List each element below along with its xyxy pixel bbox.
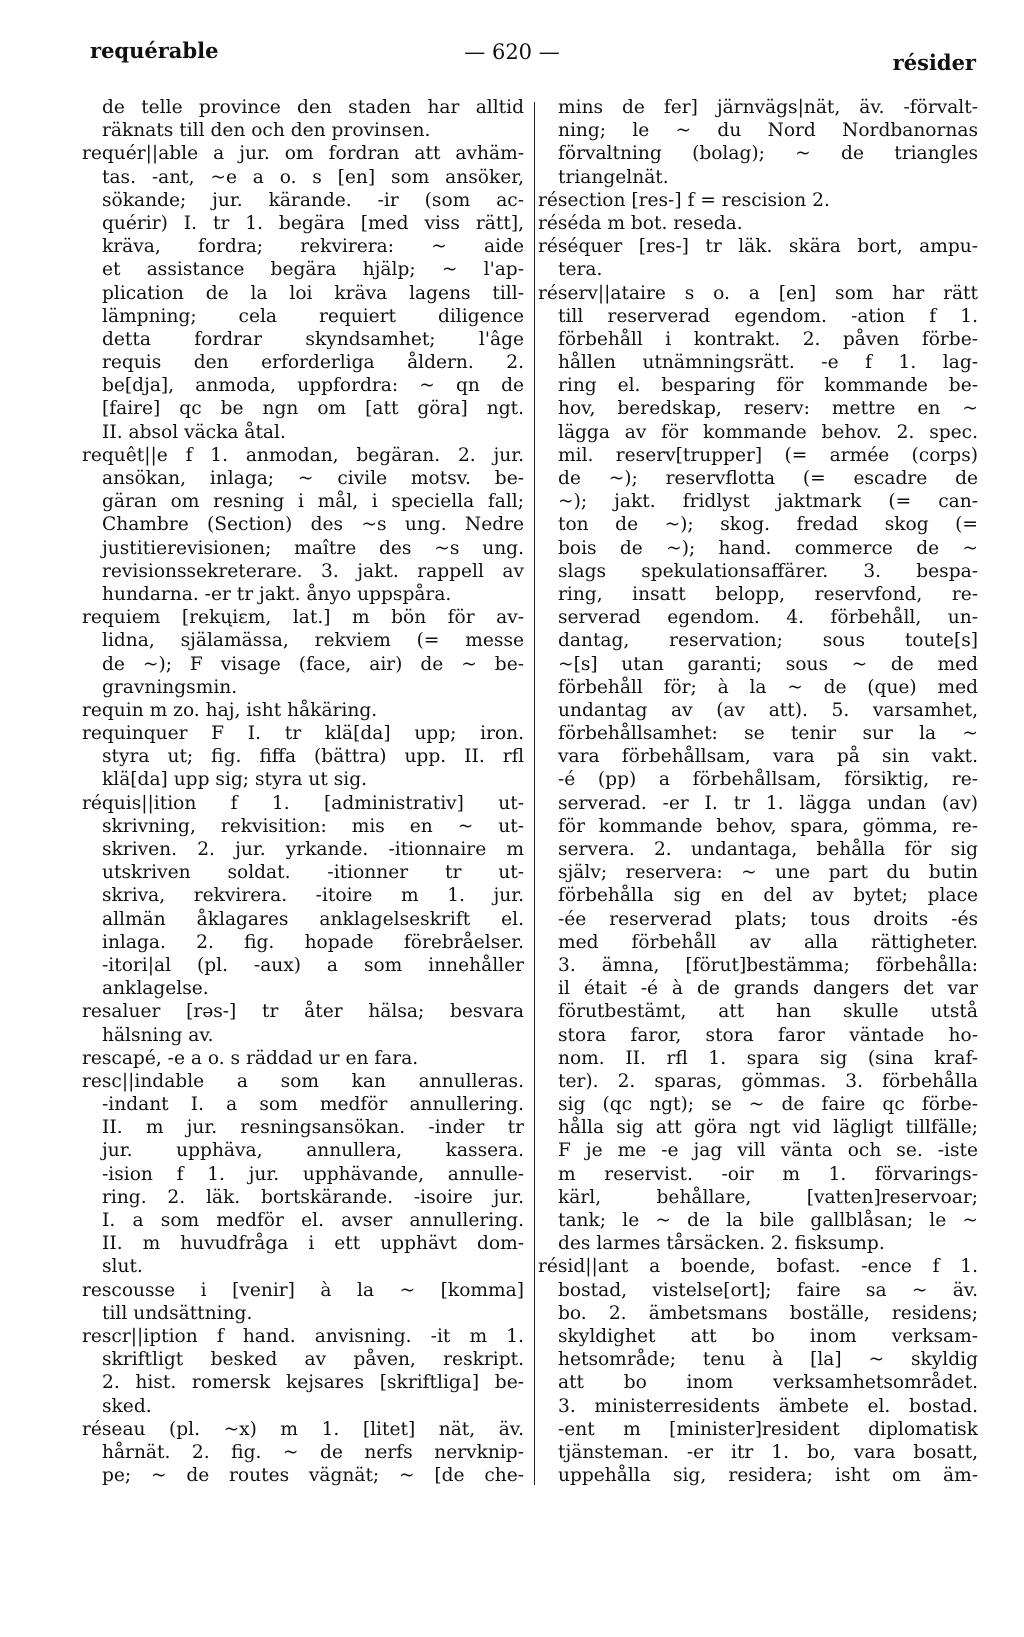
dictionary-line: med förbehåll av alla rättigheter. (558, 931, 978, 953)
dictionary-line: 3. ämna, [förut]bestämma; förbehålla: (558, 954, 978, 976)
dictionary-line: résid||ant a boende, bofast. -ence f 1. (538, 1256, 978, 1278)
dictionary-line: gravningsmin. (102, 676, 238, 698)
dictionary-line: skyldighet att bo inom verksam- (558, 1325, 978, 1347)
dictionary-line: hetsområde; tenu à [la] ~ skyldig (558, 1349, 978, 1371)
header-right-guideword: résider (892, 50, 976, 75)
dictionary-line: de ~); F visage (face, air) de ~ be- (102, 653, 524, 675)
dictionary-line: II. absol väcka åtal. (102, 421, 286, 443)
dictionary-line: stora faror, stora faror väntade ho- (558, 1024, 978, 1046)
dictionary-line: styra ut; fig. fiffa (bättra) upp. II. rfl (102, 746, 524, 768)
dictionary-line: tera. (558, 259, 603, 281)
dictionary-line: dantag, reservation; sous toute[s] (558, 630, 978, 652)
dictionary-line: sig (qc ngt); se ~ de faire qc förbe- (558, 1094, 978, 1116)
dictionary-line: bois de ~); hand. commerce de ~ (558, 537, 978, 559)
dictionary-line: till reserverad egendom. -ation f 1. (558, 305, 978, 327)
dictionary-line: nom. II. rfl 1. spara sig (sina kraf- (558, 1047, 978, 1069)
dictionary-line: ton de ~); skog. fredad skog (= (558, 514, 978, 536)
dictionary-line: anklagelse. (102, 978, 209, 1000)
dictionary-line: be[dja], anmoda, uppfordra: ~ qn de (102, 375, 524, 397)
dictionary-line: -ée reserverad plats; tous droits -és (558, 908, 978, 930)
dictionary-line: ning; le ~ du Nord Nordbanornas (558, 120, 978, 142)
dictionary-line: ~[s] utan garanti; sous ~ de med (558, 653, 978, 675)
dictionary-line: bostad, vistelse[ort]; faire sa ~ äv. (558, 1279, 978, 1301)
dictionary-line: hov, beredskap, reserv: mettre en ~ (558, 398, 978, 420)
dictionary-line: m reservist. -oir m 1. förvarings- (558, 1163, 978, 1185)
dictionary-line: skriven. 2. jur. yrkande. -itionnaire m (102, 839, 524, 860)
dictionary-line: rescousse i [venir] à la ~ [komma] (82, 1279, 524, 1301)
dictionary-line: réséquer [res-] tr läk. skära bort, ampu- (538, 236, 978, 258)
dictionary-line: ring el. besparing för kommande be- (558, 375, 978, 397)
dictionary-line: des larmes tårsäcken. 2. fisksump. (558, 1233, 885, 1255)
column-divider (534, 102, 535, 1485)
dictionary-line: själv; reservera: ~ une part du butin (558, 862, 978, 884)
dictionary-line: lidna, själamässa, rekviem (= messe (102, 630, 524, 652)
dictionary-line: att bo inom verksamhetsområdet. (558, 1372, 978, 1394)
dictionary-line: skrivning, rekvisition: mis en ~ ut- (102, 815, 524, 837)
dictionary-line: ~); jakt. fridlyst jaktmark (= can- (558, 491, 978, 513)
dictionary-line: rescapé, -e a o. s räddad ur en fara. (82, 1047, 419, 1069)
dictionary-line: kärl, behållare, [vatten]reservoar; (558, 1186, 978, 1208)
dictionary-line: gäran om resning i mål, i speciella fall; (102, 491, 524, 513)
dictionary-line: réserv||ataire s o. a [en] som har rätt (538, 282, 978, 304)
dictionary-line: ring. 2. läk. bortskärande. -isoire jur. (102, 1186, 524, 1208)
dictionary-line: slags spekulationsaffärer. 3. bespa- (558, 560, 978, 582)
dictionary-line: uppehålla sig, residera; isht om äm- (558, 1465, 978, 1487)
dictionary-line: förbehålla sig en del av bytet; place (558, 885, 978, 907)
page-header (0, 0, 1024, 90)
dictionary-line: lägga av för kommande behov. 2. spec. (558, 421, 978, 443)
dictionary-line: hundarna. -er tr jakt. ånyo uppspåra. (102, 583, 452, 605)
dictionary-line: triangelnät. (558, 166, 669, 188)
dictionary-line: bo. 2. ämbetsmans boställe, residens; (558, 1302, 978, 1324)
dictionary-line: requinquer F I. tr klä[da] upp; iron. (82, 723, 524, 745)
dictionary-line: tank; le ~ de la bile gallblåsan; le ~ (558, 1210, 978, 1231)
dictionary-line: inlaga. 2. fig. hopade förebråelser. (102, 931, 524, 953)
dictionary-line: mil. reserv[trupper] (= armée (corps) (558, 444, 978, 466)
dictionary-line: tjänsteman. -er itr 1. bo, vara bosatt, (558, 1441, 978, 1463)
dictionary-line: justitierevisionen; maître des ~s ung. (102, 537, 524, 559)
dictionary-line: ter). 2. sparas, gömmas. 3. förbehålla (558, 1070, 978, 1092)
dictionary-line: resaluer [rəs-] tr åter hälsa; besvara (82, 1001, 524, 1023)
dictionary-line: detta fordrar skyndsamhet; l'âge (102, 328, 524, 350)
dictionary-line: II. m huvudfråga i ett upphävt dom- (102, 1233, 524, 1255)
dictionary-line: 2. hist. romersk kejsares [skriftliga] be- (102, 1372, 524, 1394)
dictionary-line: Chambre (Section) des ~s ung. Nedre (102, 514, 524, 536)
dictionary-line: -ent m [minister]resident diplomatisk (558, 1418, 978, 1440)
dictionary-line: ansökan, inlaga; ~ civile motsv. be- (102, 468, 524, 489)
dictionary-line: slut. (102, 1256, 143, 1278)
dictionary-line: -ision f 1. jur. upphävande, annulle- (102, 1163, 524, 1185)
dictionary-line: allmän åklagares anklagelseskrift el. (102, 908, 524, 930)
dictionary-line: plication de la loi kräva lagens till- (102, 282, 524, 304)
dictionary-line: kräva, fordra; rekvirera: ~ aide (102, 236, 524, 258)
dictionary-line: rescr||iption f hand. anvisning. -it m 1. (82, 1325, 524, 1347)
dictionary-line: réséda m bot. reseda. (538, 212, 743, 234)
dictionary-line: réquis||ition f 1. [administrativ] ut- (82, 792, 524, 814)
dictionary-line: réseau (pl. ~x) m 1. [litet] nät, äv. (82, 1418, 524, 1440)
dictionary-line: requér||able a jur. om fordran att avhäm- (82, 143, 524, 165)
dictionary-line: servera. 2. undantaga, behålla för sig (558, 839, 978, 860)
dictionary-line: sökande; jur. kärande. -ir (som ac- (102, 189, 524, 211)
dictionary-line: vara förbehållsam, vara på sin vakt. (558, 746, 978, 768)
dictionary-line: [faire] qc be ngn om [att göra] ngt. (102, 398, 524, 420)
dictionary-line: hålla sig att göra ngt vid lägligt tillfälle; (558, 1117, 978, 1139)
dictionary-line: 3. ministerresidents ämbete el. bostad. (558, 1395, 978, 1417)
dictionary-line: till undsättning. (102, 1302, 253, 1324)
right-column (538, 96, 978, 1487)
dictionary-line: I. a som medför el. avser annullering. (102, 1210, 524, 1231)
dictionary-line: de telle province den staden har alltid (102, 97, 524, 118)
dictionary-line: il était -é à de grands dangers det var (558, 978, 978, 1000)
dictionary-line: requiem [rekųiεm, lat.] m bön för av- (82, 607, 524, 629)
dictionary-line: ring, insatt belopp, reservfond, re- (558, 583, 978, 605)
dictionary-line: hårnät. 2. fig. ~ de nerfs nervknip- (102, 1441, 524, 1463)
dictionary-line: förutbestämt, att han skulle utstå (558, 1001, 978, 1023)
dictionary-line: hälsning av. (102, 1024, 214, 1046)
dictionary-line: F je me -e jag vill vänta och se. -iste (558, 1140, 978, 1162)
dictionary-line: förbehållsamhet: se tenir sur la ~ (558, 723, 978, 745)
dictionary-line: räknats till den och den provinsen. (102, 120, 431, 142)
dictionary-line: -itori|al (pl. -aux) a som innehåller (102, 954, 524, 976)
left-column (82, 96, 524, 1487)
dictionary-line: de ~); reservflotta (= escadre de (558, 468, 978, 489)
dictionary-line: skriva, rekvirera. -itoire m 1. jur. (102, 885, 524, 907)
page-number: — 620 — (464, 40, 560, 64)
dictionary-line: requin m zo. haj, isht håkäring. (82, 699, 378, 721)
dictionary-line: serverad. -er I. tr 1. lägga undan (av) (558, 792, 978, 814)
dictionary-line: requis den erforderliga åldern. 2. (102, 352, 524, 374)
header-left-guideword: requérable (90, 38, 219, 63)
dictionary-line: tas. -ant, ~e a o. s [en] som ansöker, (102, 166, 524, 188)
dictionary-line: résection [res-] f = rescision 2. (538, 189, 830, 211)
dictionary-line: II. m jur. resningsansökan. -inder tr (102, 1117, 524, 1139)
dictionary-line: hållen utnämningsrätt. -e f 1. lag- (558, 352, 978, 374)
dictionary-line: et assistance begära hjälp; ~ l'ap- (102, 259, 524, 281)
dictionary-line: -indant I. a som medför annullering. (102, 1094, 524, 1116)
dictionary-line: klä[da] upp sig; styra ut sig. (102, 769, 368, 791)
dictionary-line: jur. upphäva, annullera, kassera. (102, 1140, 524, 1162)
dictionary-line: förvaltning (bolag); ~ de triangles (558, 143, 978, 165)
dictionary-line: mins de fer] järnvägs|nät, äv. -förvalt- (558, 97, 978, 118)
dictionary-line: resc||indable a som kan annulleras. (82, 1070, 524, 1092)
dictionary-line: utskriven soldat. -itionner tr ut- (102, 862, 524, 884)
dictionary-line: -é (pp) a förbehållsam, försiktig, re- (558, 769, 978, 791)
dictionary-line: pe; ~ de routes vägnät; ~ [de che- (102, 1465, 524, 1487)
dictionary-line: requêt||e f 1. anmodan, begäran. 2. jur. (82, 444, 524, 466)
dictionary-line: lämpning; cela requiert diligence (102, 305, 524, 327)
dictionary-line: serverad egendom. 4. förbehåll, un- (558, 607, 978, 629)
dictionary-line: för kommande behov, spara, gömma, re- (558, 815, 978, 837)
dictionary-line: förbehåll för; à la ~ de (que) med (558, 676, 978, 698)
dictionary-line: förbehåll i kontrakt. 2. påven förbe- (558, 328, 978, 350)
dictionary-line: revisionssekreterare. 3. jakt. rappell av (102, 560, 524, 582)
dictionary-line: quérir) I. tr 1. begära [med viss rätt], (102, 212, 524, 234)
dictionary-line: undantag av (av att). 5. varsamhet, (558, 699, 978, 721)
dictionary-line: skriftligt besked av påven, reskript. (102, 1349, 524, 1371)
dictionary-line: sked. (102, 1395, 152, 1417)
